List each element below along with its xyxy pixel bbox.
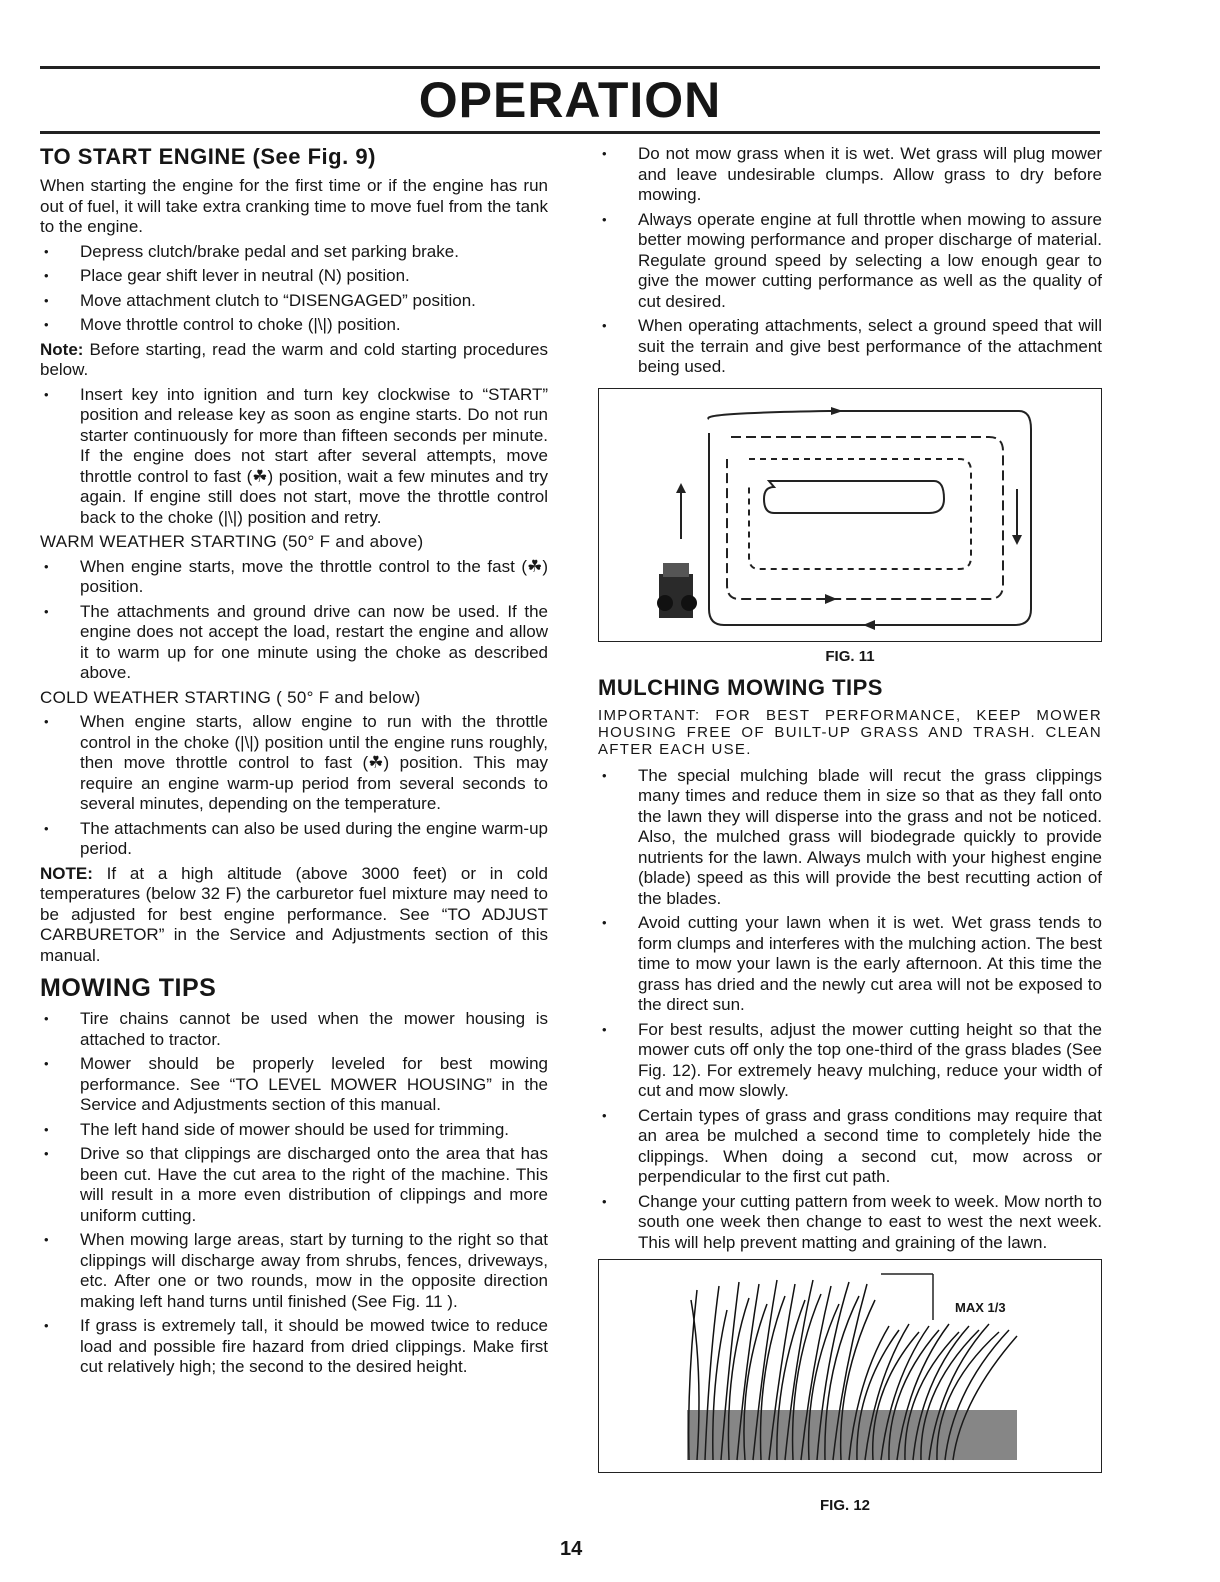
list-item: • Place gear shift lever in neutral (N) position. xyxy=(40,266,548,287)
list-item: • Certain types of grass and grass conditions may require that an area be mulched a second time to completely hide the clippings. When doing a second cut, mow across or perpendicular to the first cut path. xyxy=(598,1106,1102,1188)
start-note xyxy=(40,340,548,381)
mulching-tips-list xyxy=(598,766,1102,1254)
list-item: • For best results, adjust the mower cutting height so that the mower cuts off only the top one-third of the grass blades (See Fig. 12). For extremely heavy mulching, reduce your width of cut and mow slowly. xyxy=(598,1020,1102,1102)
list-item: • Change your cutting pattern from week to week. Mow north to south one week then change to east to west the next week. This will help prevent matting and graining of the lawn. xyxy=(598,1192,1102,1254)
mowing-tips-continued xyxy=(598,144,1102,378)
fig-11-mowing-pattern xyxy=(598,388,1102,642)
start-engine-intro: When starting the engine for the first time or if the engine has run out of fuel, it will take extra cranking time to move fuel from the tank to the engine. xyxy=(40,176,548,236)
grass-illustration xyxy=(599,1260,1099,1470)
fig-12-label: FIG. 12 xyxy=(820,1497,871,1514)
note-text: If at a high altitude (above 3000 feet) or in cold temperatures (below 32 F) the carburetor fuel mixture may need to be adjusted for best engine performance. See “TO ADJUST CARBURETOR” in the Service and Adjustments section of this manual. xyxy=(40,863,548,965)
start-engine-steps xyxy=(40,242,548,336)
list-item: • Mower should be properly leveled for best mowing performance. See “TO LEVEL MOWER HOUSING” in the Service and Adjustments section of this manual. xyxy=(40,1054,548,1116)
max-one-third-label: MAX 1/3 xyxy=(955,1300,1006,1315)
mulching-tips-heading: MULCHING MOWING TIPS xyxy=(598,674,883,700)
cold-weather-list xyxy=(40,712,548,860)
page-title: OPERATION xyxy=(418,72,722,128)
list-item: • Avoid cutting your lawn when it is wet. Wet grass tends to form clumps and interferes with the mulching action. The best time to mow your lawn is the early afternoon. At this time the grass has dried and the newly cut area will not be exposed to the direct sun. xyxy=(598,913,1102,1016)
list-item: • When engine starts, allow engine to run with the throttle control in the choke (|\|) position until the engine runs roughly, then move throttle control to fast (☘) position. This may require an engine warm-up period from several seconds to several minutes, depending on the temperature. xyxy=(40,712,548,815)
left-column xyxy=(40,144,548,1382)
insert-key-list xyxy=(40,385,548,529)
list-item: • The special mulching blade will recut the grass clippings many times and reduce them in size so that as they fall onto the lawn they will disperse into the grass and not be noticed. Also, the mulched grass will biodegrade quickly to provide nutrients for the lawn. Always mulch with your highest engine (blade) speed as this will provide the best recutting action of the blades. xyxy=(598,766,1102,910)
start-engine-heading: TO START ENGINE (See Fig. 9) xyxy=(40,144,376,169)
list-item: • Tire chains cannot be used when the mower housing is attached to tractor. xyxy=(40,1009,548,1050)
right-column xyxy=(598,144,1102,1477)
warm-weather-list xyxy=(40,557,548,684)
note-text: Before starting, read the warm and cold starting procedures below. xyxy=(40,339,548,379)
list-item: • Always operate engine at full throttle when mowing to assure better mowing performance and proper discharge of material. Regulate ground speed by selecting a low enough gear to give the mower cutting performance as well as the quality of cut desired. xyxy=(598,210,1102,313)
list-item: • When mowing large areas, start by turning to the right so that clippings will discharge away from shrubs, fences, driveways, etc. After one or two rounds, mow in the opposite direction making left hand turns until finished (See Fig. 11 ). xyxy=(40,1230,548,1312)
list-item: • The attachments and ground drive can now be used. If the engine does not accept the load, restart the engine and allow it to warm up for one minute using the choke as described above. xyxy=(40,602,548,684)
list-item: • Do not mow grass when it is wet. Wet grass will plug mower and leave undesirable clumps. Allow grass to dry before mowing. xyxy=(598,144,1102,206)
header-rule-top xyxy=(40,66,1100,69)
mowing-tips-list xyxy=(40,1009,548,1378)
list-item: • Insert key into ignition and turn key clockwise to “START” position and release key as soon as engine starts. Do not run starter continuously for more than fifteen seconds per minute. If the engine does not start after several attempts, move throttle control to fast (☘) position, wait a few minutes and try again. If engine still does not start, move the throttle control back to the choke (|\|) position and retry. xyxy=(40,385,548,529)
list-item: • If grass is extremely tall, it should be mowed twice to reduce load and possible fire hazard from dried clippings. Make first cut relatively high; the second to the desired height. xyxy=(40,1316,548,1378)
cold-weather-caption: COLD WEATHER STARTING ( 50° F and below) xyxy=(40,687,421,707)
list-item: • Move attachment clutch to “DISENGAGED” position. xyxy=(40,291,548,312)
tractor-icon xyxy=(657,563,697,618)
list-item: • When operating attachments, select a ground speed that will suit the terrain and give best performance of the attachment being used. xyxy=(598,316,1102,378)
note-label: Note: xyxy=(40,339,84,359)
list-item: • When engine starts, move the throttle control to the fast (☘) position. xyxy=(40,557,548,598)
list-item: • Drive so that clippings are discharged onto the area that has been cut. Have the cut area to the right of the machine. This will result in a more even distribution of clippings and more uniform cutting. xyxy=(40,1144,548,1226)
warm-weather-caption: WARM WEATHER STARTING (50° F and above) xyxy=(40,532,424,551)
note-label: NOTE: xyxy=(40,863,93,883)
list-item: • Move throttle control to choke (|\|) position. xyxy=(40,315,548,336)
page-number: 14 xyxy=(560,1538,583,1560)
list-item: • The left hand side of mower should be used for trimming. xyxy=(40,1120,548,1141)
mowing-pattern-illustration xyxy=(599,389,1099,639)
mowing-tips-heading: MOWING TIPS xyxy=(40,974,217,1002)
altitude-note xyxy=(40,864,548,967)
header-rule-bottom xyxy=(40,131,1100,134)
fig-11-label: FIG. 11 xyxy=(825,647,875,665)
list-item: • Depress clutch/brake pedal and set parking brake. xyxy=(40,242,548,263)
mulching-important-notice: IMPORTANT: FOR BEST PERFORMANCE, KEEP MOWER HOUSING FREE OF BUILT-UP GRASS AND TRASH. CLEAN AFTER EACH USE. xyxy=(598,706,1102,758)
fig-12-grass-height xyxy=(598,1259,1102,1473)
list-item: • The attachments can also be used during the engine warm-up period. xyxy=(40,819,548,860)
